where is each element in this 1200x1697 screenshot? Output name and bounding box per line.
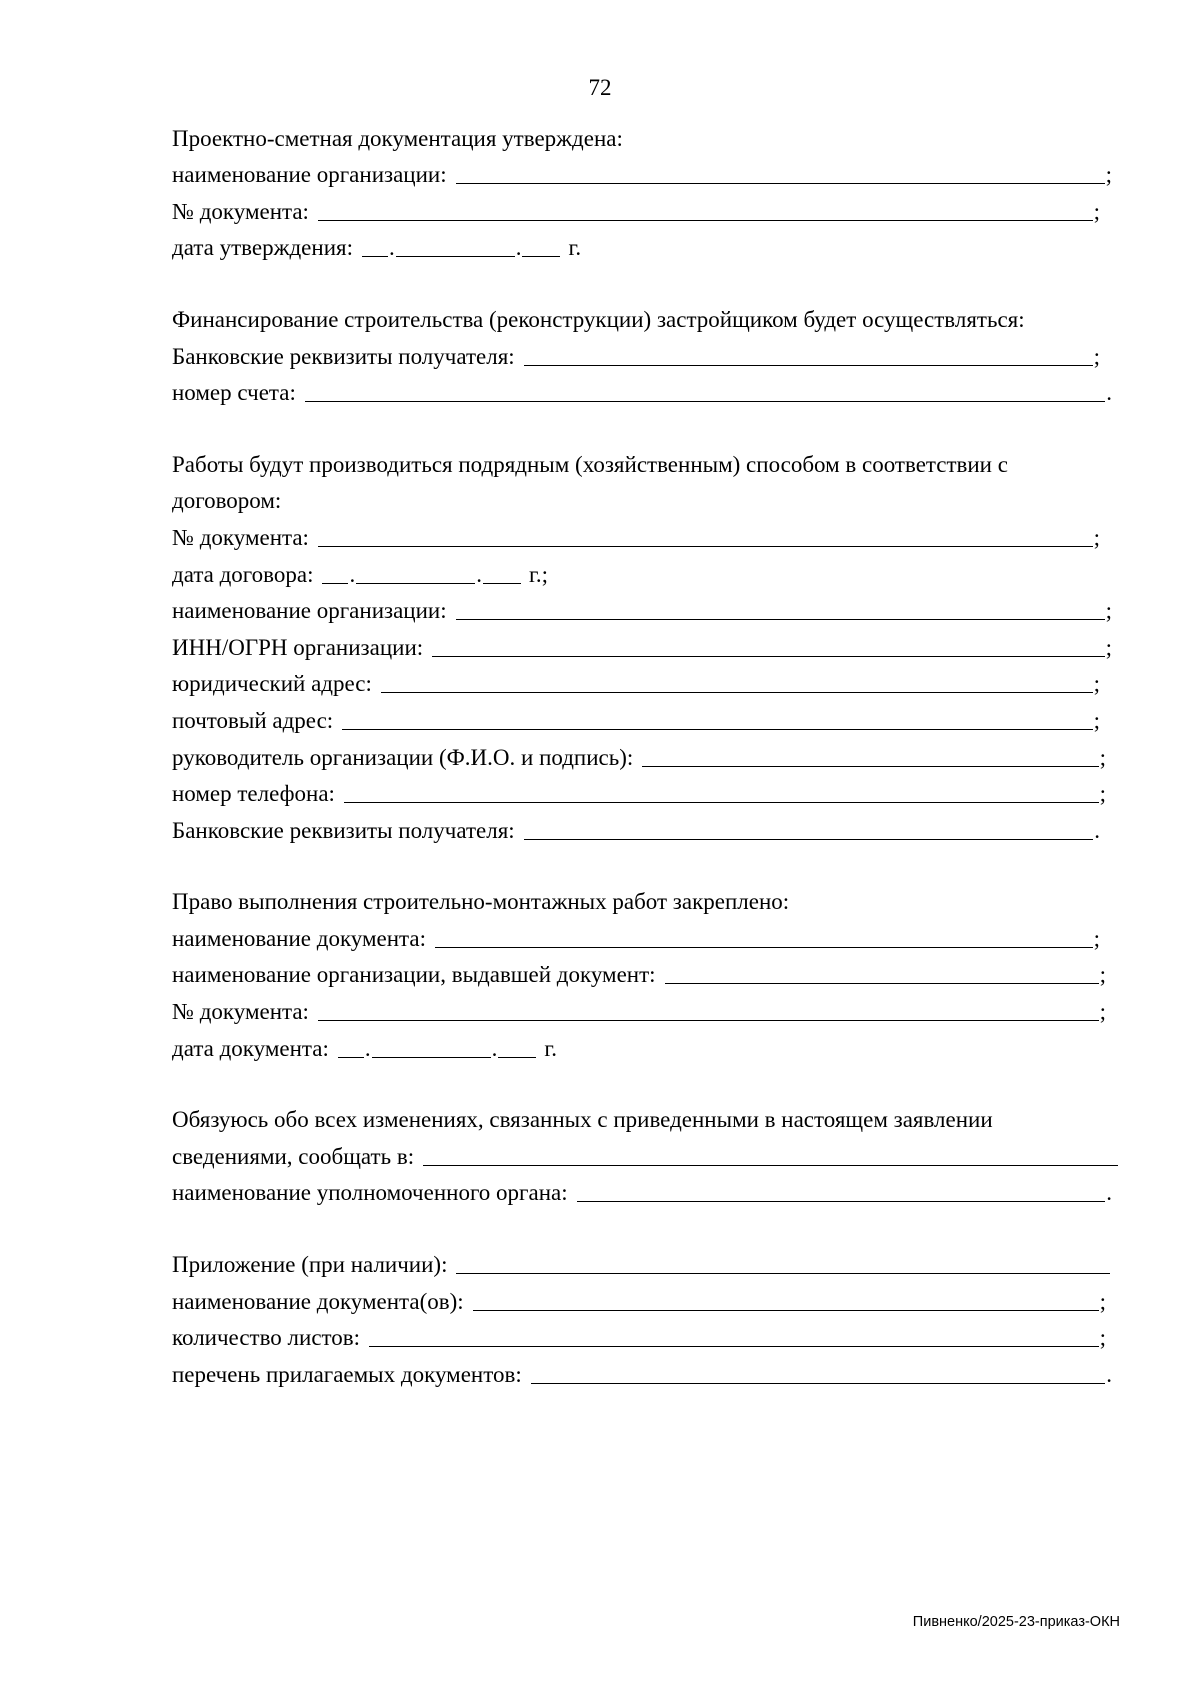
form-text-line [172,483,1118,520]
date-month-blank[interactable] [372,1056,491,1058]
date-separator: . [476,561,482,587]
field-end-punctuation: ; [1099,781,1106,807]
field-label: юридический адрес: [172,671,372,697]
field-end-punctuation: . [1106,380,1112,406]
form-field-row [172,593,1118,630]
field-label: № документа: [172,198,309,224]
form-field-row [172,1246,1118,1283]
field-end-punctuation: ; [1093,524,1100,550]
date-separator: . [364,1035,371,1061]
form-date-row [172,230,1118,267]
field-label: номер счета: [172,380,296,406]
fill-in-blank[interactable] [435,946,1093,948]
field-label: наименование организации, выдавшей документ: [172,962,656,988]
fill-in-blank[interactable] [432,655,1104,657]
form-field-row [172,375,1118,412]
field-end-punctuation: ; [1093,343,1100,369]
form-field-row [172,993,1118,1030]
field-end-punctuation: ; [1105,162,1112,188]
date-suffix: г. [568,235,582,261]
date-year-blank[interactable] [498,1056,536,1058]
paragraph-text: Работы будут производиться подрядным (хозяйственным) способом в соответствии с [172,451,1008,477]
date-month-blank[interactable] [356,582,475,584]
field-label: ИНН/ОГРН организации: [172,634,424,660]
form-field-row [172,519,1118,556]
form-section [172,120,1118,266]
field-label: руководитель организации (Ф.И.О. и подпись): [172,744,634,770]
form-date-row [172,1030,1118,1067]
fill-in-blank[interactable] [381,691,1093,693]
form-content [172,120,1118,1428]
form-field-row [172,1283,1118,1320]
fill-in-blank[interactable] [524,364,1093,366]
form-field-row [172,1175,1118,1212]
date-month-blank[interactable] [396,255,515,257]
field-label: Приложение (при наличии): [172,1252,448,1278]
field-label: номер телефона: [172,781,335,807]
form-section [172,884,1118,1067]
date-year-blank[interactable] [483,582,521,584]
form-section [172,301,1118,411]
date-year-blank[interactable] [522,255,560,257]
fill-in-blank[interactable] [344,801,1099,803]
paragraph-text: Право выполнения строительно-монтажных работ закреплено: [172,889,790,915]
field-label: Банковские реквизиты получателя: [172,817,515,843]
fill-in-blank[interactable] [318,1019,1099,1021]
paragraph-text: договором: [172,488,282,514]
form-field-row [172,812,1118,849]
date-day-blank[interactable] [322,582,348,584]
form-field-row [172,1138,1118,1175]
field-label: почтовый адрес: [172,707,334,733]
date-separator: . [491,1035,498,1061]
form-field-row [172,1320,1118,1357]
form-text-line [172,120,1118,157]
fill-in-blank[interactable] [318,545,1093,547]
field-end-punctuation: ; [1099,999,1106,1025]
field-end-punctuation: . [1106,1361,1112,1387]
fill-in-blank[interactable] [642,765,1098,767]
date-day-blank[interactable] [362,255,388,257]
form-field-row [172,920,1118,957]
fill-in-blank[interactable] [305,400,1105,402]
page-number: 72 [588,75,612,100]
form-field-row [172,1356,1118,1393]
fill-in-blank[interactable] [423,1164,1118,1166]
field-label: количество листов: [172,1325,361,1351]
form-date-row [172,556,1118,593]
fill-in-blank[interactable] [524,838,1094,840]
date-blank [322,561,521,589]
fill-in-blank[interactable] [473,1309,1099,1311]
form-field-row [172,666,1118,703]
fill-in-blank[interactable] [318,219,1093,221]
field-label: сведениями, сообщать в: [172,1143,415,1169]
field-end-punctuation: ; [1099,1325,1106,1351]
field-label: № документа: [172,524,309,550]
field-label: Банковские реквизиты получателя: [172,343,515,369]
field-end-punctuation: ; [1093,671,1100,697]
field-label: наименование организации: [172,598,447,624]
date-separator: . [388,235,395,261]
paragraph-text: Финансирование строительства (реконструкции) застройщиком будет осуществляться: [172,306,1025,332]
date-blank [362,234,561,262]
field-end-punctuation: ; [1093,198,1100,224]
form-field-row [172,157,1118,194]
field-label: дата договора: [172,561,314,587]
field-label: дата утверждения: [172,235,353,261]
date-separator: . [349,561,356,587]
paragraph-text: Обязуюсь обо всех изменениях, связанных с приведенными в настоящем заявлении [172,1107,993,1133]
field-end-punctuation: ; [1099,1288,1106,1314]
date-suffix: г. [544,1035,557,1061]
field-label: наименование организации: [172,162,447,188]
fill-in-blank[interactable] [369,1345,1099,1347]
field-end-punctuation: ; [1093,707,1100,733]
fill-in-blank[interactable] [665,982,1099,984]
form-section [172,1246,1118,1392]
form-field-row [172,338,1118,375]
form-text-line [172,301,1118,338]
fill-in-blank[interactable] [456,182,1105,184]
form-field-row [172,702,1118,739]
field-label: № документа: [172,999,309,1025]
form-field-row [172,193,1118,230]
field-label: наименование документа(ов): [172,1288,464,1314]
date-separator: . [515,235,522,261]
fill-in-blank[interactable] [577,1200,1106,1202]
form-field-row [172,629,1118,666]
date-blank [338,1035,537,1063]
form-text-line [172,1102,1118,1139]
field-end-punctuation: . [1094,817,1100,843]
paragraph-text: Проектно-сметная документация утверждена: [172,125,623,151]
field-end-punctuation: ; [1093,925,1100,951]
field-end-punctuation: ; [1099,962,1106,988]
field-label: дата документа: [172,1035,329,1061]
fill-in-blank[interactable] [456,618,1105,620]
form-field-row [172,957,1118,994]
field-end-punctuation: ; [1105,598,1112,624]
fill-in-blank[interactable] [342,728,1092,730]
field-end-punctuation: ; [1099,744,1106,770]
date-suffix: г.; [528,561,548,587]
document-footer: Пивненко/2025-23-приказ-ОКН [912,1614,1120,1630]
field-label: перечень прилагаемых документов: [172,1361,522,1387]
field-end-punctuation: ; [1105,634,1112,660]
field-label: наименование документа: [172,925,426,951]
fill-in-blank[interactable] [531,1382,1106,1384]
form-text-line [172,446,1118,483]
form-text-line [172,884,1118,921]
form-section [172,446,1118,849]
field-label: наименование уполномоченного органа: [172,1180,568,1206]
fill-in-blank[interactable] [456,1272,1110,1274]
form-section [172,1102,1118,1212]
form-field-row [172,776,1118,813]
field-end-punctuation: . [1106,1180,1112,1206]
form-field-row [172,739,1118,776]
date-day-blank[interactable] [338,1056,364,1058]
